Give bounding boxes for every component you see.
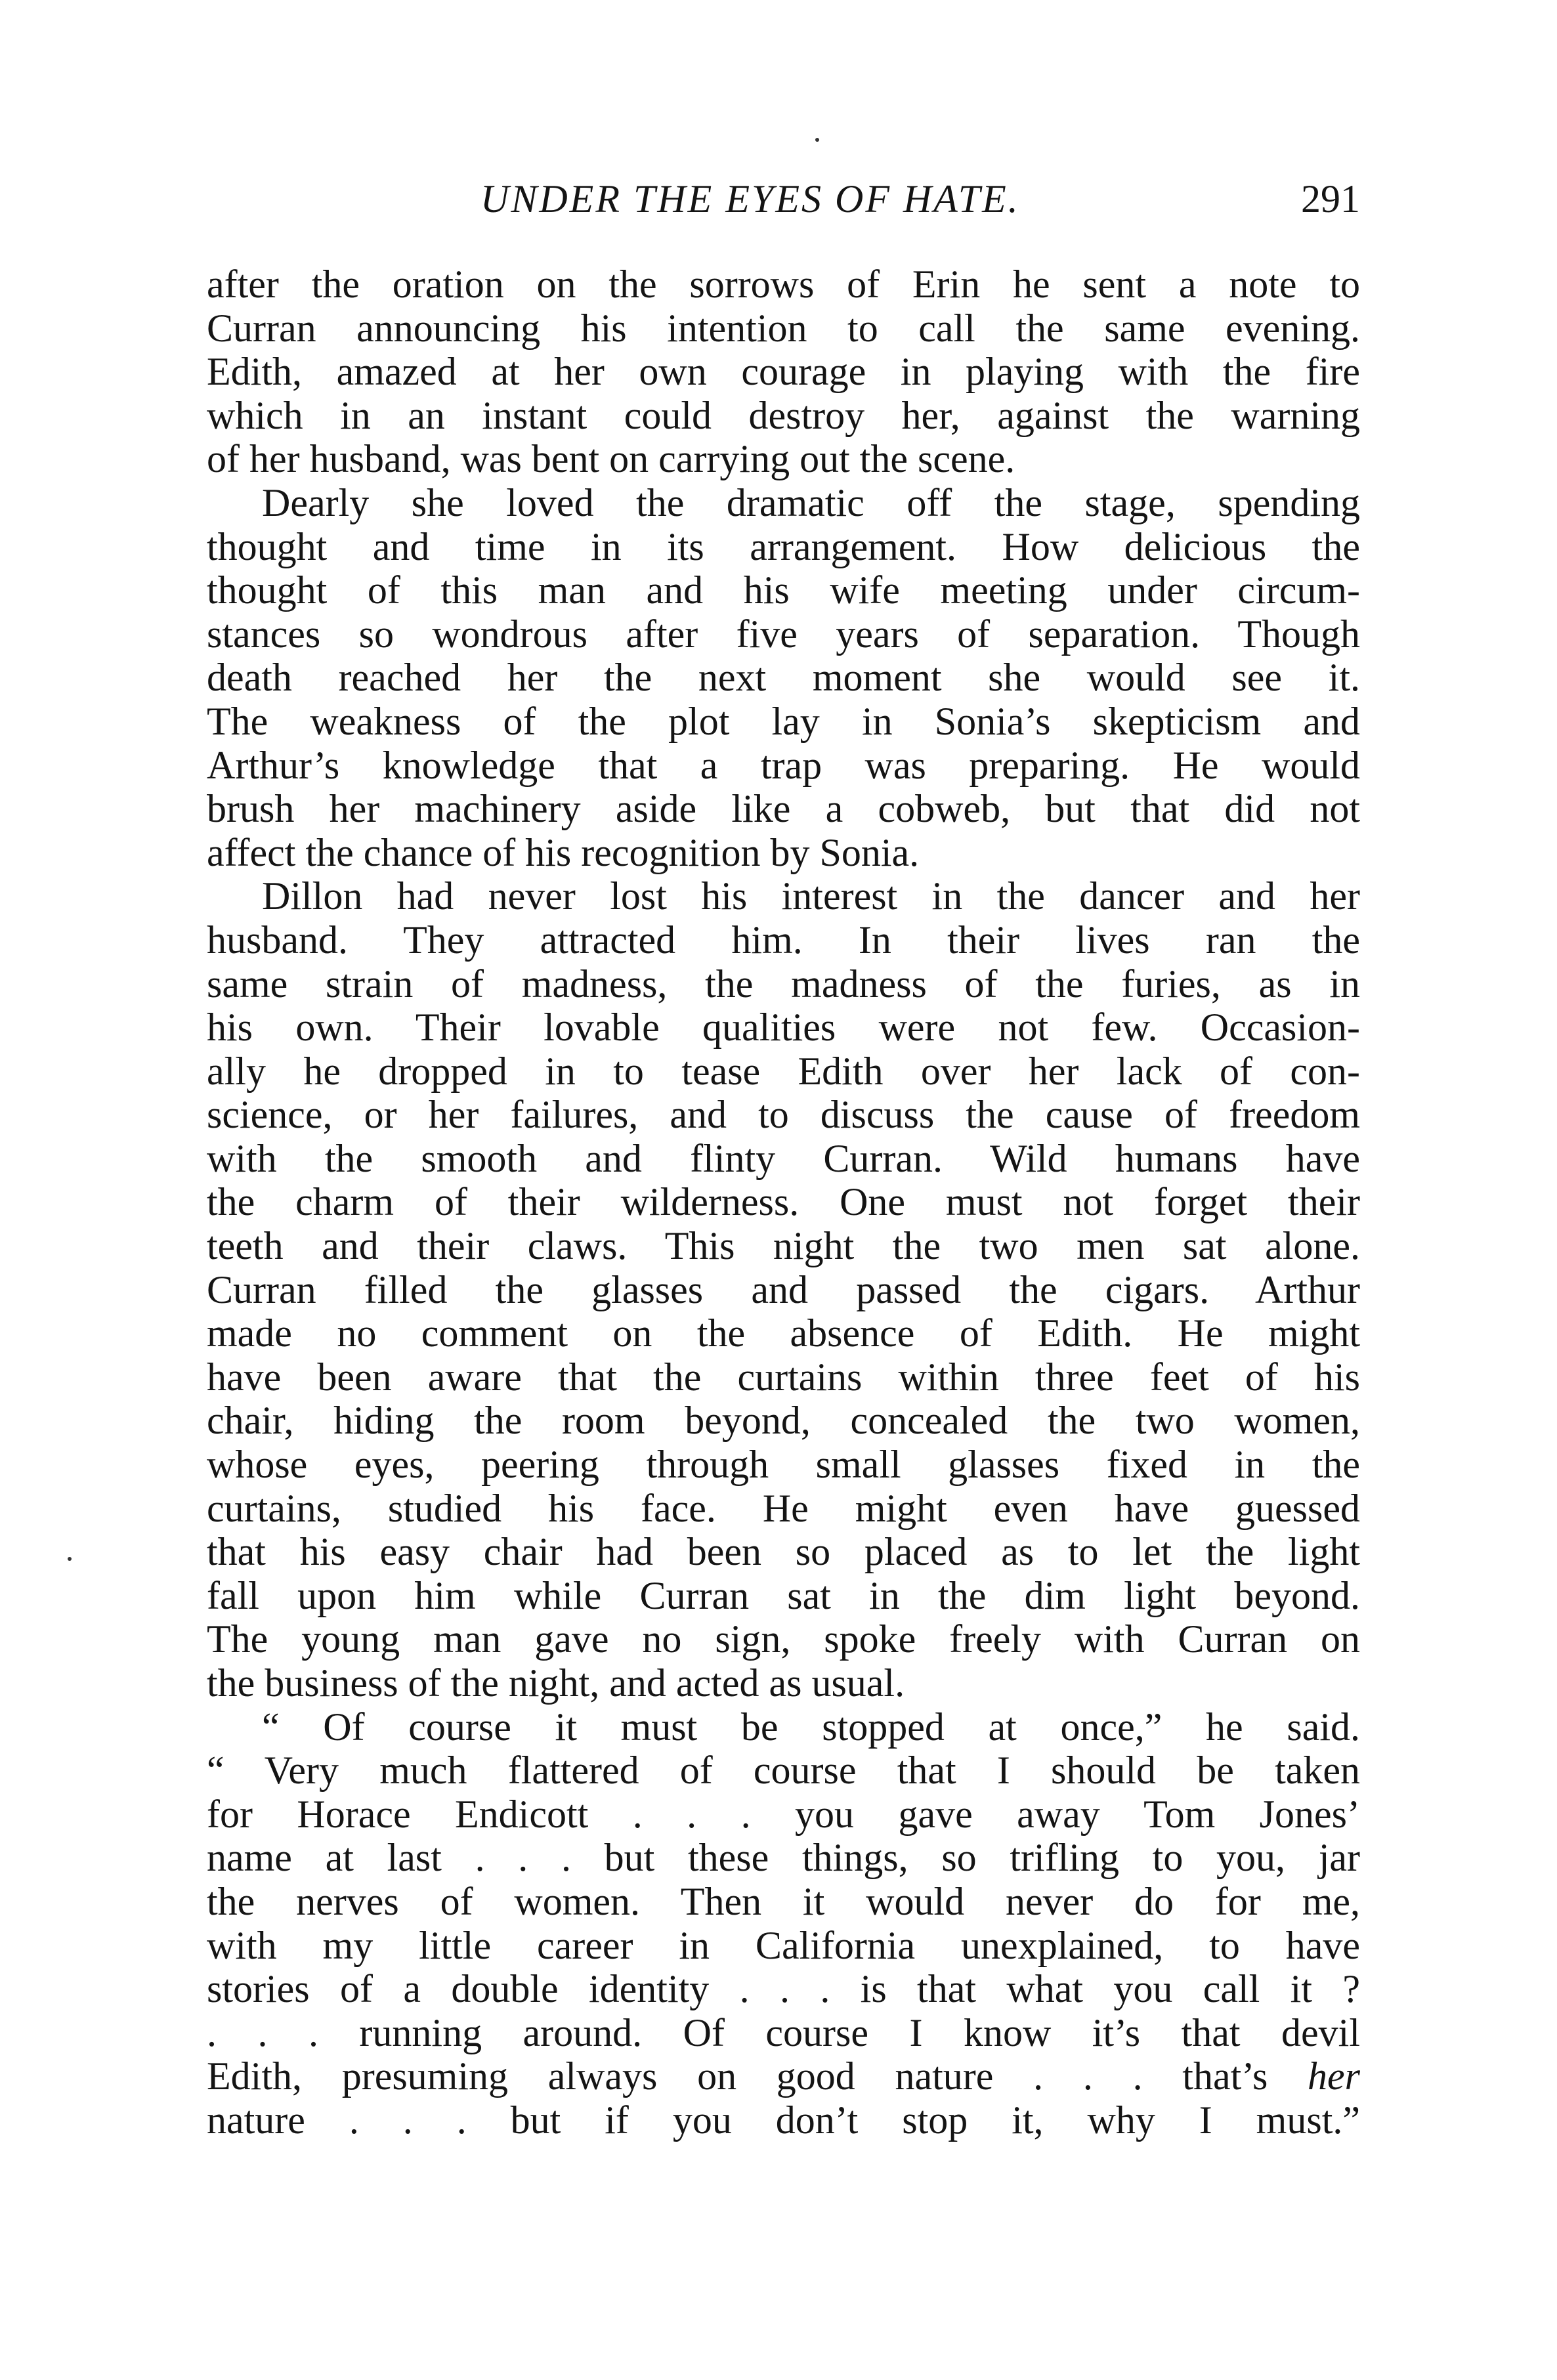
text-line bbox=[207, 2054, 1360, 2098]
text-line: brush her machinery aside like a cobweb, but that did not bbox=[207, 787, 1360, 831]
text-line: “ Very much flattered of course that I should be taken bbox=[207, 1749, 1360, 1793]
text-line: stances so wondrous after five years of separation. Though bbox=[207, 612, 1360, 656]
text-line: Arthur’s knowledge that a trap was preparing. He would bbox=[207, 743, 1360, 787]
text-line: fall upon him while Curran sat in the dim light beyond. bbox=[207, 1573, 1360, 1617]
print-speck bbox=[68, 1557, 72, 1561]
text-line: after the oration on the sorrows of Erin he sent a note to bbox=[207, 263, 1360, 306]
text-line: for Horace Endicott . . . you gave away Tom Jones’ bbox=[207, 1792, 1360, 1836]
text-line: which in an instant could destroy her, against the warning bbox=[207, 393, 1360, 437]
text-line: chair, hiding the room beyond, concealed the two women, bbox=[207, 1399, 1360, 1443]
text-line: nature . . . but if you don’t stop it, why I must.” bbox=[207, 2098, 1360, 2142]
text-line: with the smooth and flinty Curran. Wild humans have bbox=[207, 1136, 1360, 1180]
text-line: thought and time in its arrangement. How delicious the bbox=[207, 524, 1360, 568]
text-line: “ Of course it must be stopped at once,” he said. bbox=[262, 1705, 1360, 1749]
text-line: death reached her the next moment she would see it. bbox=[207, 656, 1360, 700]
text-line: the charm of their wilderness. One must not forget their bbox=[207, 1180, 1360, 1224]
text-line: made no comment on the absence of Edith. He might bbox=[207, 1311, 1360, 1355]
running-title: UNDER THE EYES OF HATE. bbox=[480, 177, 1020, 221]
text-line: whose eyes, peering through small glasses fixed in the bbox=[207, 1443, 1360, 1487]
print-speck bbox=[815, 138, 819, 142]
text-segment: Edith, presuming always on good nature . . . that’s bbox=[207, 2054, 1308, 2098]
text-line: thought of this man and his wife meeting under circum- bbox=[207, 568, 1360, 612]
text-line: husband. They attracted him. In their lives ran the bbox=[207, 918, 1360, 962]
text-line: teeth and their claws. This night the two men sat alone. bbox=[207, 1224, 1360, 1268]
text-line: Dearly she loved the dramatic off the stage, spending bbox=[262, 480, 1360, 524]
text-line: science, or her failures, and to discuss the cause of freedom bbox=[207, 1093, 1360, 1137]
text-line: The weakness of the plot lay in Sonia’s skepticism and bbox=[207, 699, 1360, 743]
text-line: curtains, studied his face. He might even have guessed bbox=[207, 1486, 1360, 1530]
italic-emphasis: her bbox=[1308, 2054, 1360, 2098]
text-line: ally he dropped in to tease Edith over her lack of con- bbox=[207, 1049, 1360, 1093]
text-line: of her husband, was bent on carrying out the scene. bbox=[207, 437, 1015, 481]
text-line: affect the chance of his recognition by Sonia. bbox=[207, 830, 920, 874]
text-line: The young man gave no sign, spoke freely with Curran on bbox=[207, 1617, 1360, 1661]
text-line: same strain of madness, the madness of the furies, as in bbox=[207, 962, 1360, 1006]
page-number: 291 bbox=[1301, 177, 1360, 221]
text-line: name at last . . . but these things, so trifling to you, jar bbox=[207, 1836, 1360, 1880]
text-line: Dillon had never lost his interest in the dancer and her bbox=[262, 874, 1360, 918]
text-line: the nerves of women. Then it would never do for me, bbox=[207, 1879, 1360, 1923]
text-line: stories of a double identity . . . is that what you call it ? bbox=[207, 1967, 1360, 2011]
text-line: the business of the night, and acted as usual. bbox=[207, 1661, 905, 1705]
body-text bbox=[207, 263, 1360, 2142]
text-line: that his easy chair had been so placed as to let the light bbox=[207, 1530, 1360, 1574]
text-line: . . . running around. Of course I know it’s that devil bbox=[207, 2010, 1360, 2054]
text-line: Curran announcing his intention to call the same evening. bbox=[207, 306, 1360, 350]
text-line: his own. Their lovable qualities were not few. Occasion- bbox=[207, 1006, 1360, 1050]
text-line: with my little career in California unexplained, to have bbox=[207, 1923, 1360, 1967]
text-line: Edith, amazed at her own courage in playing with the fire bbox=[207, 350, 1360, 394]
text-line: Curran filled the glasses and passed the cigars. Arthur bbox=[207, 1267, 1360, 1311]
text-line: have been aware that the curtains within three feet of his bbox=[207, 1355, 1360, 1399]
running-header bbox=[480, 169, 1360, 228]
